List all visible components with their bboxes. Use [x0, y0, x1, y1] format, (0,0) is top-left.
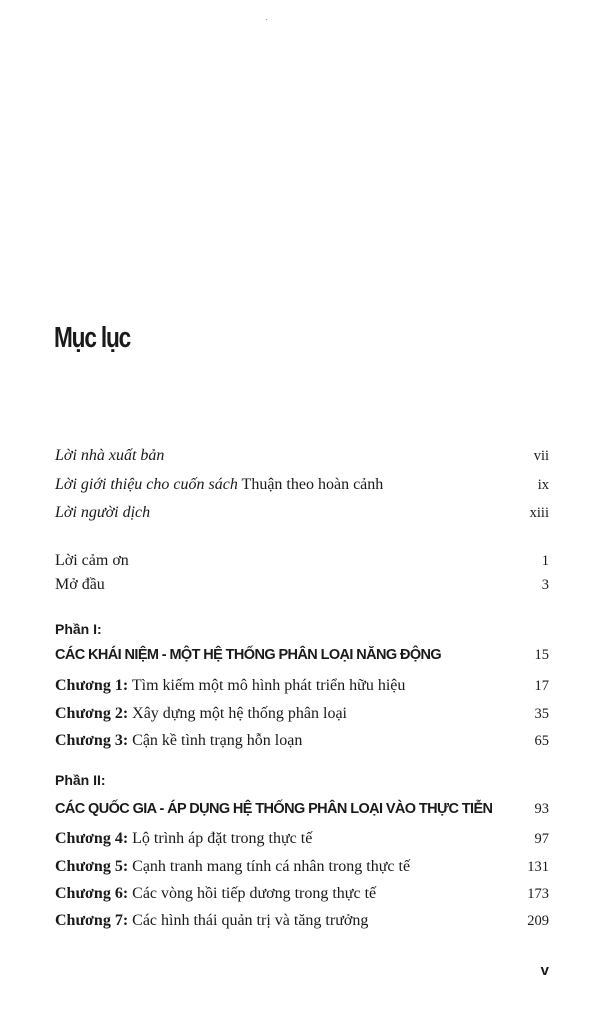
toc-entry-page: 65 — [534, 733, 549, 749]
chapter-title: Lộ trình áp đặt trong thực tế — [128, 830, 313, 847]
toc-entry-label — [55, 829, 312, 849]
chapter-title: Cận kề tình trạng hỗn loạn — [128, 732, 303, 749]
chapter-prefix: Chương 3: — [55, 732, 129, 749]
toc-entry-page: 17 — [534, 678, 549, 694]
toc-entry-page: 131 — [527, 859, 549, 875]
toc-entry-chapter-4[interactable] — [55, 829, 549, 849]
chapter-title: Các vòng hồi tiếp dương trong thực tế — [128, 885, 377, 902]
toc-entry-label — [55, 884, 376, 904]
toc-entry-label-rest: Thuận theo hoàn cảnh — [237, 476, 384, 493]
toc-entry-label: Lời cảm ơn — [55, 552, 129, 569]
toc-entry-part-1[interactable] — [55, 645, 549, 665]
toc-entry-page: 15 — [534, 647, 549, 663]
toc-entry-label — [55, 857, 410, 877]
toc-entry-label: Lời nhà xuất bản — [55, 447, 165, 464]
chapter-title: Các hình thái quản trị và tăng trưởng — [128, 912, 369, 929]
toc-entry-label: Lời người dịch — [55, 504, 151, 521]
toc-entry-preface[interactable] — [55, 575, 549, 595]
toc-entry-introduction[interactable] — [55, 475, 549, 495]
toc-entry-acknowledgements[interactable] — [55, 551, 549, 571]
toc-entry-page: 3 — [541, 577, 549, 593]
toc-entry-chapter-6[interactable] — [55, 884, 549, 904]
part-label: Phần I: — [55, 621, 102, 637]
chapter-prefix: Chương 7: — [55, 912, 129, 929]
toc-entry-publisher-note[interactable] — [55, 446, 549, 466]
toc-entry-chapter-7[interactable] — [55, 911, 549, 931]
toc-entry-page: 35 — [534, 706, 549, 722]
toc-entry-label-italic: Lời giới thiệu cho cuốn sách — [55, 476, 238, 493]
chapter-prefix: Chương 2: — [55, 705, 129, 722]
chapter-prefix: Chương 4: — [55, 830, 129, 847]
toc-entry-page: 93 — [534, 801, 549, 817]
toc-entry-chapter-2[interactable] — [55, 704, 549, 724]
toc-entry-chapter-3[interactable] — [55, 731, 549, 751]
chapter-prefix: Chương 6: — [55, 885, 129, 902]
toc-entry-part-2[interactable] — [55, 799, 549, 819]
part-label: Phần II: — [55, 772, 106, 788]
toc-entry-chapter-1[interactable] — [55, 676, 549, 696]
toc-entry-chapter-5[interactable] — [55, 857, 549, 877]
chapter-prefix: Chương 1: — [55, 677, 129, 694]
toc-entry-page: ix — [537, 477, 549, 493]
chapter-prefix: Chương 5: — [55, 858, 129, 875]
part-title: CÁC KHÁI NIỆM - MỘT HỆ THỐNG PHÂN LOẠI NĂNG ĐỘNG — [55, 647, 442, 663]
toc-entry-page: 97 — [534, 831, 549, 847]
toc-entry-page: xiii — [529, 505, 549, 521]
toc-entry-page: vii — [533, 448, 549, 464]
toc-entry-label — [55, 475, 383, 495]
toc-entry-label — [55, 911, 368, 931]
part-title: CÁC QUỐC GIA - ÁP DỤNG HỆ THỐNG PHÂN LOẠI VÀO THỰC TIỄN — [55, 801, 493, 817]
toc-entry-page: 173 — [527, 886, 549, 902]
toc-entry-page: 209 — [527, 913, 549, 929]
toc-entry-label — [55, 676, 405, 696]
toc-entry-label — [55, 704, 347, 724]
chapter-title: Tìm kiếm một mô hình phát triển hữu hiệu — [128, 677, 406, 694]
toc-entry-label: Mở đầu — [55, 576, 105, 593]
page-number: v — [540, 962, 549, 979]
page-title: Mục lục — [54, 322, 131, 354]
stray-mark — [266, 19, 267, 20]
toc-entry-translator-note[interactable] — [55, 503, 549, 523]
chapter-title: Cạnh tranh mang tính cá nhân trong thực tế — [128, 858, 411, 875]
toc-entry-page: 1 — [541, 553, 549, 569]
chapter-title: Xây dựng một hệ thống phân loại — [128, 705, 347, 722]
toc-entry-label — [55, 731, 302, 751]
